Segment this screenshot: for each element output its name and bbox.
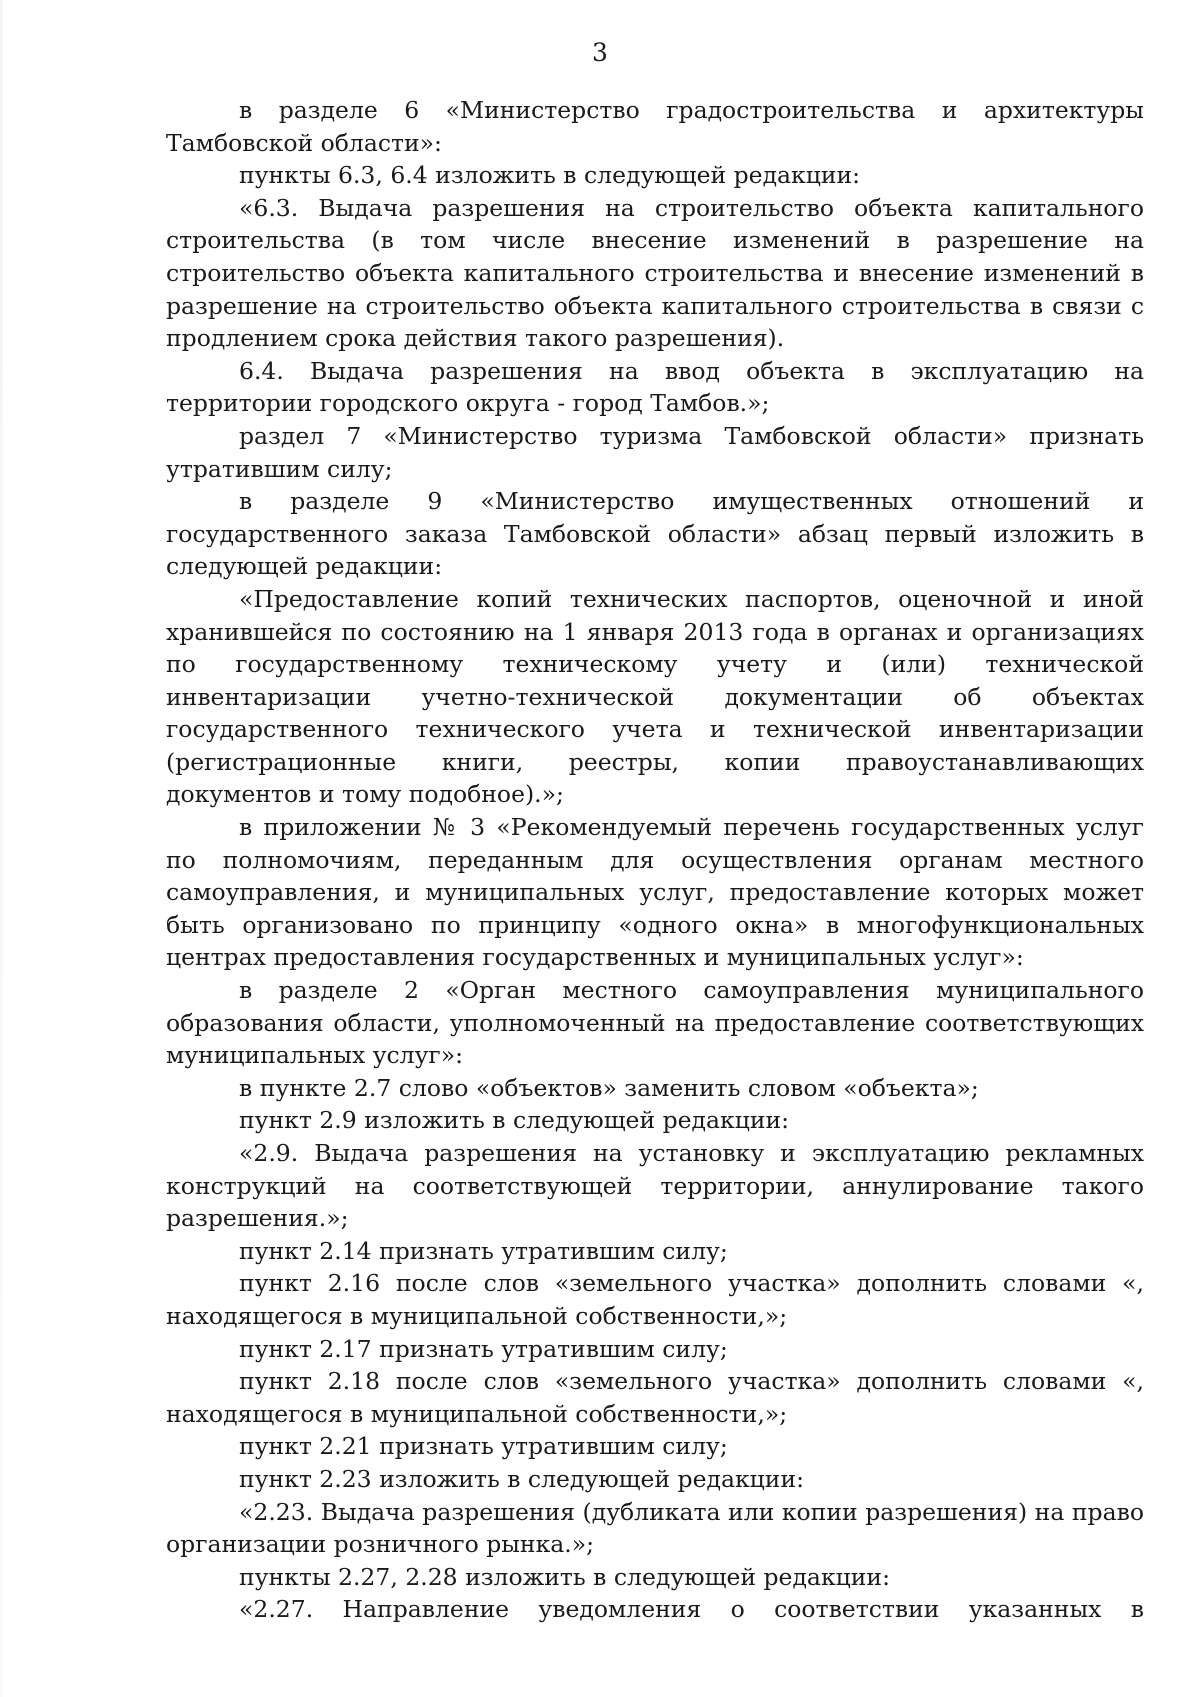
paragraph: в приложении № 3 «Рекомендуемый перечень государственных услуг по полномочиям, переданным для осуществления органам местного самоуправления, и муниципальных услуг, предоставление которых может быть организовано по принципу «одного окна» в многофункциональных центрах предоставления государственных и муниципальных услуг»:	[166, 813, 1144, 972]
paragraph: раздел 7 «Министерство туризма Тамбовской области» признать утратившим силу;	[166, 421, 1144, 483]
paragraph: в разделе 2 «Орган местного самоуправления муниципального образования области, уполномоченный на предоставление соответствующих муниципальных услуг»:	[166, 976, 1144, 1070]
paragraph: в пункте 2.7 слово «объектов» заменить словом «объекта»;	[239, 1073, 979, 1102]
paragraph: пункт 2.9 изложить в следующей редакции:	[239, 1106, 790, 1135]
scan-edge	[0, 0, 3, 1697]
paragraph: пункт 2.17 признать утратившим силу;	[239, 1334, 728, 1363]
paragraph: пункт 2.23 изложить в следующей редакции:	[239, 1464, 805, 1493]
paragraph: 6.4. Выдача разрешения на ввод объекта в эксплуатацию на территории городского округа - город Тамбов.»;	[166, 356, 1144, 418]
page-number: 3	[592, 38, 608, 67]
paragraph: в разделе 9 «Министерство имущественных отношений и государственного заказа Тамбовской области» абзац первый изложить в следующей редакции:	[166, 487, 1144, 581]
paragraph: «6.3. Выдача разрешения на строительство объекта капитального строительства (в том числе внесение изменений в разрешение на строительство объекта капитального строительства и внесение изменений в разрешение на строительство объекта капитального строительства в связи с продлением срока действия такого разрешения).	[166, 193, 1144, 353]
paragraph-continued: «2.27. Направление уведомления о соответствии указанных в	[239, 1595, 1144, 1624]
document-body	[166, 94, 1144, 1626]
paragraph: пункт 2.18 после слов «земельного участка» дополнить словами «, находящегося в муниципальной собственности,»;	[166, 1367, 1144, 1428]
paragraph: «2.9. Выдача разрешения на установку и эксплуатацию рекламных конструкций на соответствующей территории, аннулирование такого разрешения.»;	[166, 1139, 1144, 1233]
paragraph: пункт 2.16 после слов «земельного участка» дополнить словами «, находящегося в муниципальной собственности,»;	[166, 1269, 1144, 1330]
paragraph: пункт 2.14 признать утратившим силу;	[239, 1236, 728, 1265]
paragraph: «2.23. Выдача разрешения (дубликата или копии разрешения) на право организации розничного рынка.»;	[166, 1497, 1144, 1559]
paragraph: пункты 6.3, 6.4 изложить в следующей редакции:	[239, 161, 861, 190]
paragraph: пункт 2.21 признать утратившим силу;	[239, 1432, 728, 1461]
paragraph: в разделе 6 «Министерство градостроительства и архитектуры Тамбовской области»:	[166, 96, 1144, 157]
paragraph: «Предоставление копий технических паспортов, оценочной и иной хранившейся по состоянию на 1 января 2013 года в органах и организациях по государственному техническому учету и (или) технической инвентаризации учетно-технической документации об объектах государственного технического учета и технической инвентаризации (регистрационные книги, реестры, копии правоустанавливающих документов и тому подобное).»;	[166, 584, 1144, 809]
paragraph: пункты 2.27, 2.28 изложить в следующей редакции:	[239, 1562, 890, 1591]
